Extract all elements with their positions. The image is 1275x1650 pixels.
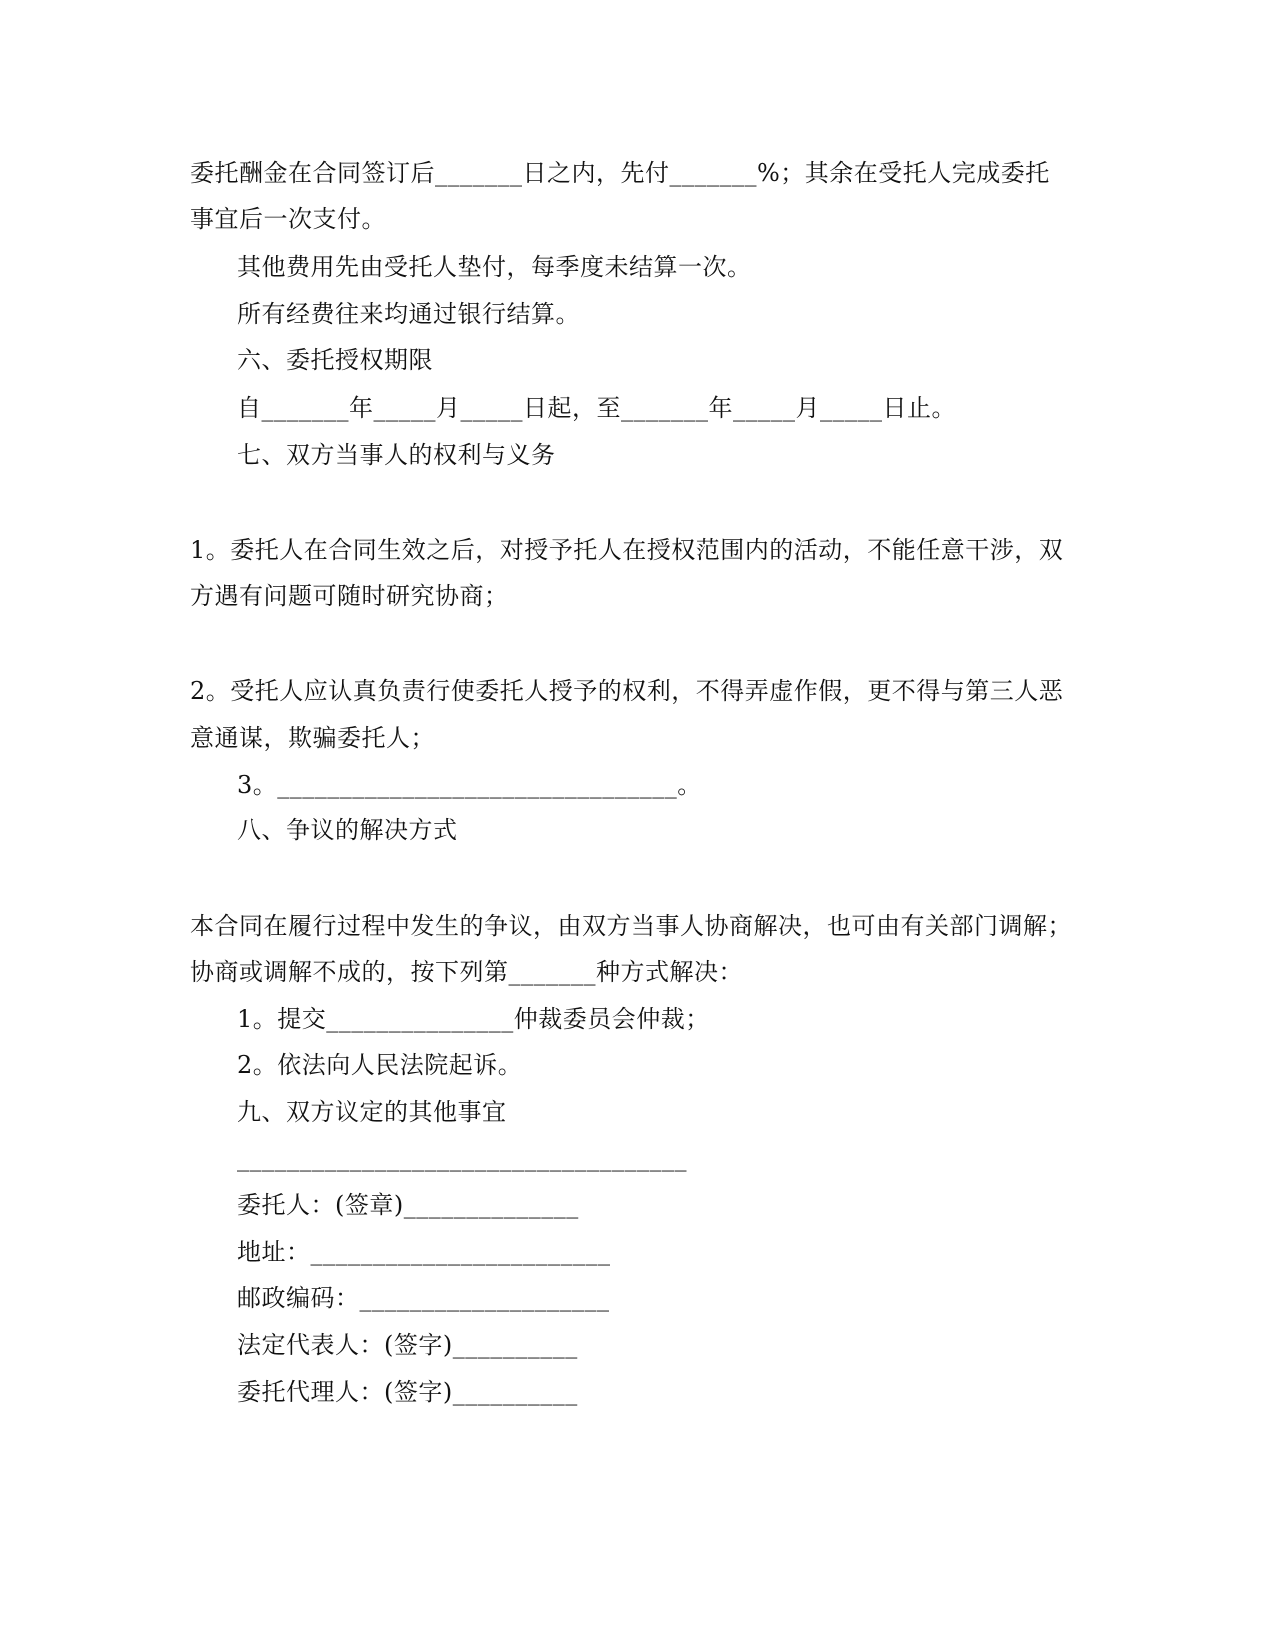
blank-line: ____________________________________ — [237, 1144, 687, 1172]
postal-code-line: 邮政编码：____________________ — [237, 1284, 610, 1312]
paragraph-line: 所有经费往来均通过银行结算。 — [237, 300, 580, 328]
address-line: 地址：________________________ — [237, 1238, 611, 1266]
paragraph-line: 2。依法向人民法院起诉。 — [237, 1051, 523, 1079]
section-heading: 七、双方当事人的权利与义务 — [237, 441, 556, 469]
paragraph-line: 事宜后一次支付。 — [190, 205, 386, 233]
paragraph-line: 3。________________________________。 — [237, 771, 702, 799]
paragraph-line: 其他费用先由受托人垫付，每季度未结算一次。 — [237, 253, 752, 281]
paragraph-line: 1。提交_______________仲裁委员会仲裁； — [237, 1005, 710, 1033]
legal-representative-line: 法定代表人：(签字)__________ — [237, 1331, 578, 1359]
paragraph-line: 协商或调解不成的，按下列第_______种方式解决： — [190, 958, 743, 986]
paragraph-line: 本合同在履行过程中发生的争议，由双方当事人协商解决，也可由有关部门调解； — [190, 912, 1072, 940]
section-heading: 九、双方议定的其他事宜 — [237, 1098, 507, 1126]
paragraph-line: 1。委托人在合同生效之后，对授予托人在授权范围内的活动，不能任意干涉，双 — [190, 536, 1064, 564]
section-heading: 六、委托授权期限 — [237, 346, 433, 374]
paragraph-line: 意通谋，欺骗委托人； — [190, 724, 435, 752]
paragraph-line: 自_______年_____月_____日起，至_______年_____月_____日止。 — [237, 394, 956, 422]
paragraph-line: 委托酬金在合同签订后_______日之内，先付_______%；其余在受托人完成委托 — [190, 159, 1050, 187]
paragraph-line: 方遇有问题可随时研究协商； — [190, 582, 509, 610]
agent-signature-line: 委托代理人：(签字)__________ — [237, 1378, 578, 1406]
paragraph-line: 2。受托人应认真负责行使委托人授予的权利，不得弄虚作假，更不得与第三人恶 — [190, 677, 1064, 705]
section-heading: 八、争议的解决方式 — [237, 816, 458, 844]
signature-line: 委托人：(签章)______________ — [237, 1191, 579, 1219]
